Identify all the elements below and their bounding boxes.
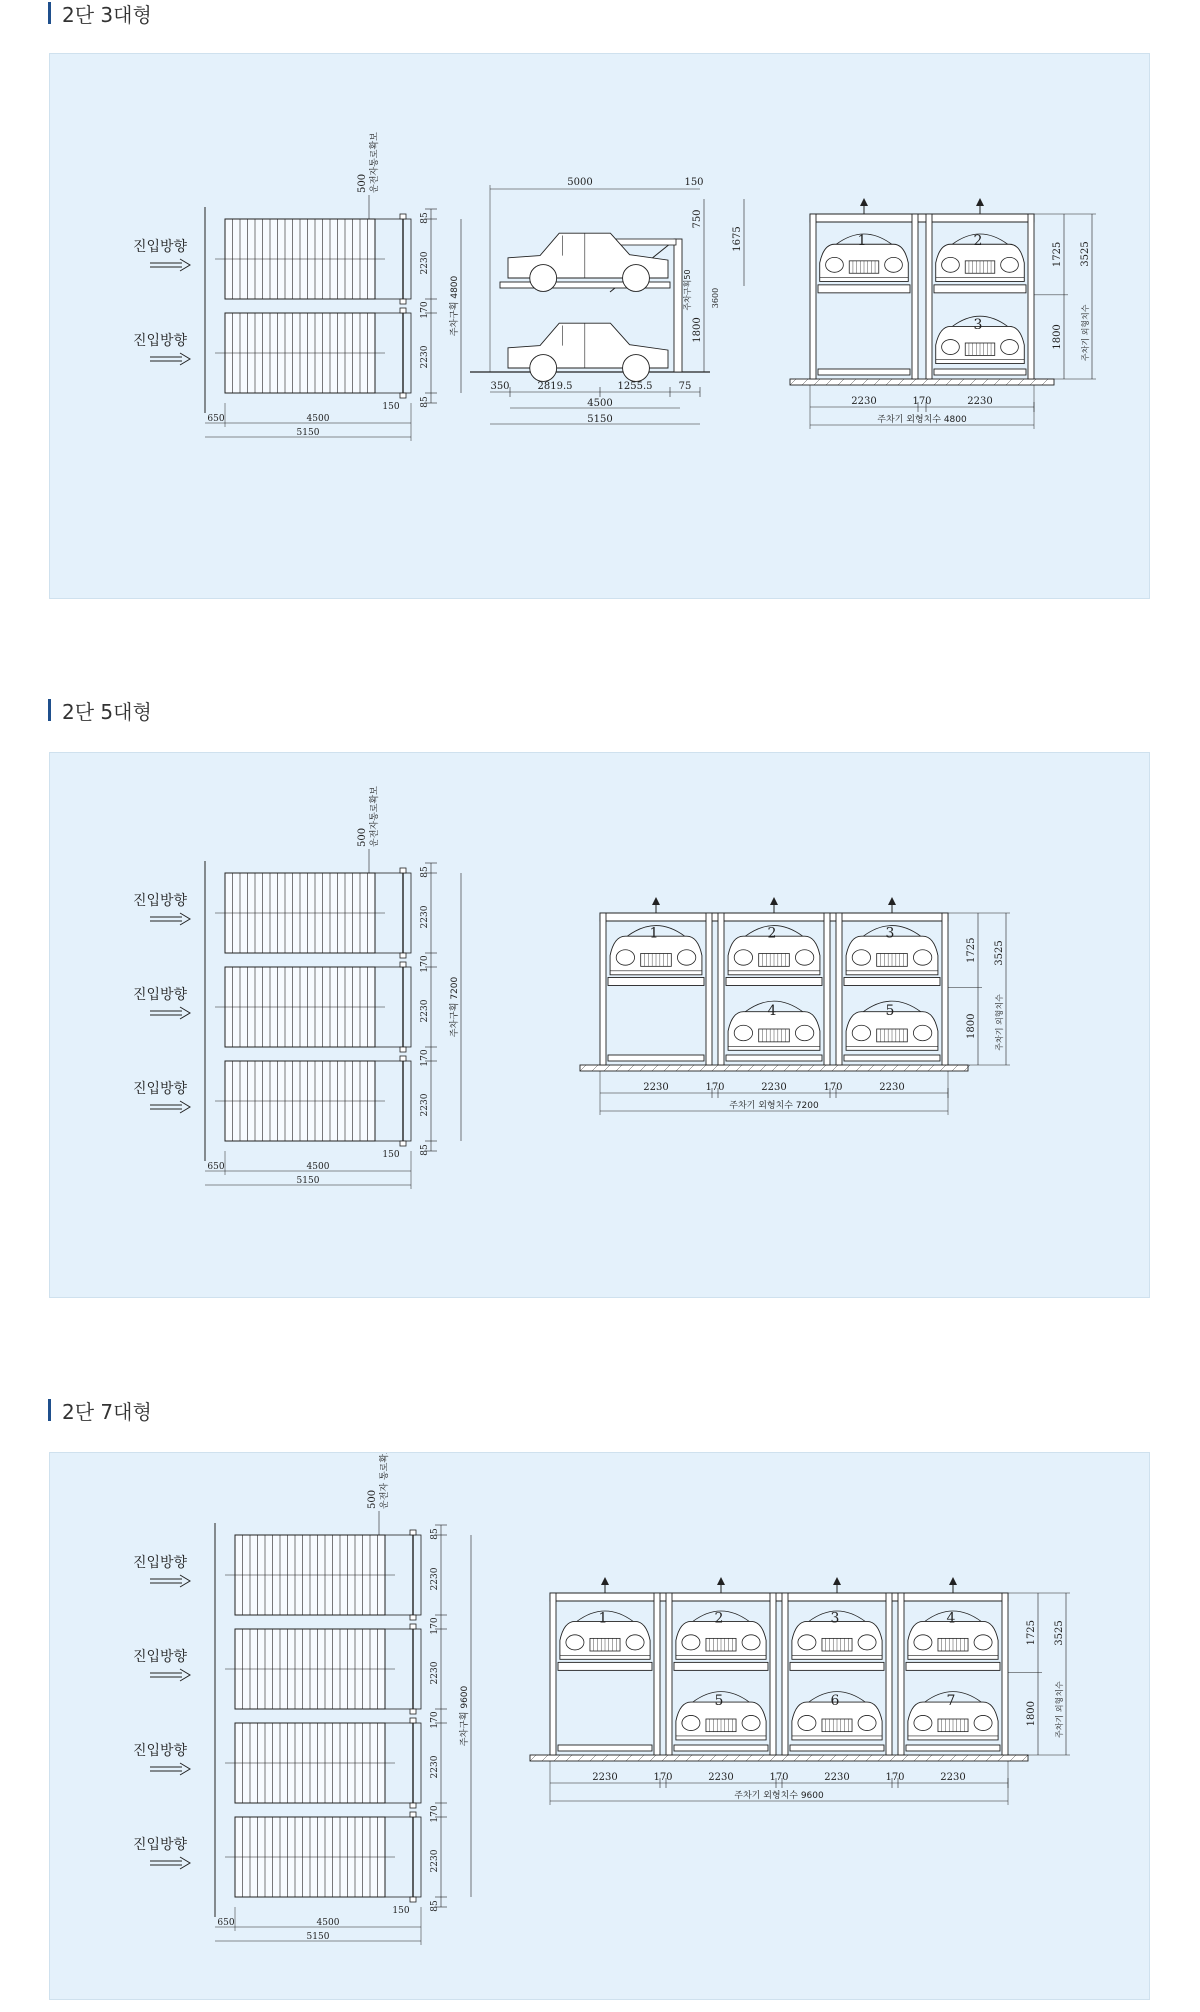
dimension-label: 4500 [306,1162,330,1172]
dimension-label: 2230 [430,1755,440,1779]
entry-label: 진입방향 [132,1743,188,1759]
lift-arrow-icon [652,897,660,905]
dimension-label: 150 [382,1150,400,1160]
dimension-label: 85 [430,1528,440,1540]
post [706,913,712,1065]
dimension-label: 2230 [967,396,993,407]
post-base [400,214,406,219]
ground-slab [580,1065,968,1071]
dimension-label: 85 [420,1144,430,1156]
dimension-label: 2230 [420,345,430,369]
dimension-label: 500 [367,1489,378,1509]
slot-number: 5 [885,1003,895,1019]
ground-slab [790,379,1054,385]
title-bar [48,2,51,24]
dimension-label: 170 [420,1049,430,1067]
dimension-label: 650 [207,414,225,424]
dimension-label: 2230 [824,1772,850,1783]
post [824,913,830,1065]
lower-pallet [906,1745,1000,1751]
upper-pallet [726,977,822,985]
post [782,1593,788,1755]
dimension-label: 2230 [420,999,430,1023]
upper-pallet [934,285,1026,293]
car-wheel [530,355,557,382]
post-base [410,1624,416,1629]
entry-label: 진입방향 [132,893,188,909]
upper-pallet [818,285,910,293]
dimension-label: 운전자통로확보 [370,132,380,193]
entry-arrow-icon [150,1575,190,1587]
dimension-label: 85 [420,396,430,408]
dimension-label: 2230 [761,1082,787,1093]
dimension-label: 170 [420,301,430,319]
post [718,913,724,1065]
upper-pallet [558,1662,652,1670]
section-title-text: 2단 5대형 [62,699,152,724]
upper-pallet [790,1662,884,1670]
post-base [410,1803,416,1808]
entry-label: 진입방향 [132,1649,188,1665]
dimension-label: 주차구획50 [683,269,692,311]
slot-number: 4 [946,1610,956,1627]
section-title [48,0,152,26]
dimension-label: 주차기 외형치수 7200 [729,1101,819,1111]
post-base [410,1709,416,1714]
top-beam [600,913,948,921]
dimension-label: 2230 [879,1082,905,1093]
dimension-label: 3525 [994,940,1005,966]
dimension-label: 주차구획 9600 [460,1685,470,1747]
dimension-label: 170 [430,1617,440,1635]
ground-slab [530,1755,1028,1761]
post [550,1593,556,1755]
lower-pallet [844,1055,940,1061]
dimension-label: 2230 [430,1661,440,1685]
upper-pallet [674,1662,768,1670]
dimension-label: 150 [392,1906,410,1916]
dimension-label: 2230 [940,1772,966,1783]
dimension-label: 1255.5 [617,381,653,392]
dimension-label: 500 [357,173,368,193]
dimension-label: 500 [357,827,368,847]
dimension-label: 1725 [1052,241,1063,268]
dimension-label: 4500 [587,398,613,409]
slot-number: 5 [714,1693,724,1709]
dimension-label: 1800 [1026,1700,1037,1727]
entry-arrow-icon [150,353,190,365]
slot-number: 2 [767,925,777,942]
post [674,239,682,372]
dimension-label: 5150 [306,1932,330,1942]
dimension-label: 350 [490,381,510,392]
dimension-label: 3600 [711,287,720,309]
lift-arrow-icon [770,897,778,905]
post [810,214,816,379]
dimension-label: 주차기 외형치수 4800 [877,415,967,425]
post [1002,1593,1008,1755]
dimension-label: 170 [430,1711,440,1729]
entry-label: 진입방향 [132,239,188,255]
lift-arrow-icon [888,897,896,905]
entry-arrow-icon [150,1007,190,1019]
dimension-label: 5150 [296,1176,320,1186]
dimension-label: 170 [823,1082,843,1093]
lower-pallet [726,1055,822,1061]
dimension-label: 150 [382,402,400,412]
lift-arrow-icon [860,198,868,206]
dimension-label: 주차기 외형치수 9600 [734,1791,824,1801]
slot-number: 7 [946,1693,956,1709]
dimension-label: 2230 [851,396,877,407]
entry-label: 진입방향 [132,1555,188,1571]
dimension-label: 1800 [1052,324,1063,350]
dimension-label: 2230 [420,1093,430,1117]
post [942,913,948,1065]
dimension-label: 4500 [306,414,330,424]
post [1028,214,1034,379]
slot-number: 6 [830,1693,840,1709]
post-base [410,1530,416,1535]
post [836,913,842,1065]
dimension-label: 주차기 외형치수 [1055,1681,1064,1738]
lift-arrow-icon [601,1577,609,1585]
post-base [400,393,406,398]
dimension-label: 170 [885,1772,905,1783]
dimension-label: 3525 [1080,241,1091,267]
dimension-label: 2230 [708,1772,734,1783]
dimension-label: 170 [769,1772,789,1783]
top-beam [550,1593,1008,1601]
dimension-label: 750 [692,209,703,229]
dimension-label: 85 [430,1900,440,1912]
title-bar [48,699,51,721]
dimension-label: 2230 [420,905,430,929]
post-base [410,1812,416,1817]
slot-number: 1 [649,925,659,942]
post [886,1593,892,1755]
post [600,913,606,1065]
post-base [400,1056,406,1061]
post-base [400,1141,406,1146]
slot-number: 4 [767,1003,777,1019]
lift-arrow-icon [833,1577,841,1585]
post-base [410,1615,416,1620]
post [926,214,932,379]
dimension-label: 주차기 외형치수 [995,994,1004,1051]
slot-number: 3 [830,1610,840,1627]
dimension-label: 주차구획 7200 [450,976,460,1038]
post-base [410,1897,416,1902]
dimension-label: 운전자 통로확보 [380,1453,390,1509]
dimension-label: 1725 [966,937,977,963]
dimension-label: 2819.5 [537,381,573,392]
dimension-label: 650 [207,1162,225,1172]
dimension-label: 2230 [430,1849,440,1873]
post [912,214,918,379]
top-beam [810,214,1034,222]
lower-pallet [608,1055,704,1061]
lower-pallet [818,369,910,375]
post-base [400,1047,406,1052]
post-base [400,953,406,958]
upper-pallet [844,977,940,985]
dimension-label: 5000 [567,177,593,188]
entry-arrow-icon [150,913,190,925]
post-base [410,1718,416,1723]
post [770,1593,776,1755]
slot-number: 3 [885,925,895,942]
car-wheel [623,265,650,292]
lift-arrow-icon [976,198,984,206]
car-wheel [530,265,557,292]
post-base [400,308,406,313]
slot-number: 1 [857,232,867,249]
dimension-label: 85 [420,212,430,224]
dimension-label: 4500 [316,1918,340,1928]
entry-arrow-icon [150,1857,190,1869]
title-bar [48,1399,51,1421]
slot-number: 1 [598,1610,608,1627]
dimension-label: 75 [678,381,692,392]
slot-number: 3 [973,317,983,333]
dimension-label: 주차기 외형치수 [1081,304,1090,362]
post-base [400,962,406,967]
post [898,1593,904,1755]
upper-pallet [906,1662,1000,1670]
post [654,1593,660,1755]
dimension-label: 2230 [430,1567,440,1591]
dimension-label: 3525 [1054,1620,1065,1646]
slot-number: 2 [714,1610,724,1627]
entry-arrow-icon [150,1669,190,1681]
entry-label: 진입방향 [132,333,188,349]
post-base [400,868,406,873]
dimension-label: 2230 [592,1772,618,1783]
slot-number: 2 [973,232,983,249]
post [666,1593,672,1755]
dimension-label: 주차구획 4800 [450,275,460,337]
lower-pallet [934,369,1026,375]
dimension-label: 5150 [296,428,320,438]
entry-arrow-icon [150,1101,190,1113]
dimension-label: 5150 [587,414,613,425]
section-title [48,697,152,723]
post-base [400,299,406,304]
entry-arrow-icon [150,1763,190,1775]
drawing-canvas [50,54,1151,600]
drawing-panel-3 [49,53,1150,599]
lower-pallet [674,1745,768,1751]
dimension-label: 운전자통로확보 [370,786,380,847]
dimension-label: 170 [653,1772,673,1783]
upper-pallet [608,977,704,985]
dimension-label: 1725 [1026,1619,1037,1646]
drawing-panel-5 [49,752,1150,1298]
dimension-label: 170 [430,1805,440,1823]
dimension-label: 1675 [732,226,743,252]
section-title-text: 2단 3대형 [62,2,152,27]
dimension-label: 2230 [420,251,430,275]
dimension-label: 1800 [692,317,703,343]
entry-label: 진입방향 [132,1837,188,1853]
lower-pallet [790,1745,884,1751]
lift-arrow-icon [717,1577,725,1585]
dimension-label: 170 [420,955,430,973]
drawing-panel-7 [49,1452,1150,2000]
dimension-label: 650 [217,1918,235,1928]
entry-label: 진입방향 [132,1081,188,1097]
lift-arrow-icon [949,1577,957,1585]
dimension-label: 170 [705,1082,725,1093]
entry-label: 진입방향 [132,987,188,1003]
drawing-canvas [50,1453,1151,2001]
car-wheel [623,355,650,382]
section-title [48,1397,152,1423]
dimension-label: 85 [420,866,430,878]
dimension-label: 1800 [966,1013,977,1039]
dimension-label: 150 [684,177,704,188]
dimension-label: 170 [912,396,932,407]
lower-pallet [558,1745,652,1751]
section-title-text: 2단 7대형 [62,1399,152,1424]
entry-arrow-icon [150,259,190,271]
dimension-label: 2230 [643,1082,669,1093]
drawing-canvas [50,753,1151,1299]
